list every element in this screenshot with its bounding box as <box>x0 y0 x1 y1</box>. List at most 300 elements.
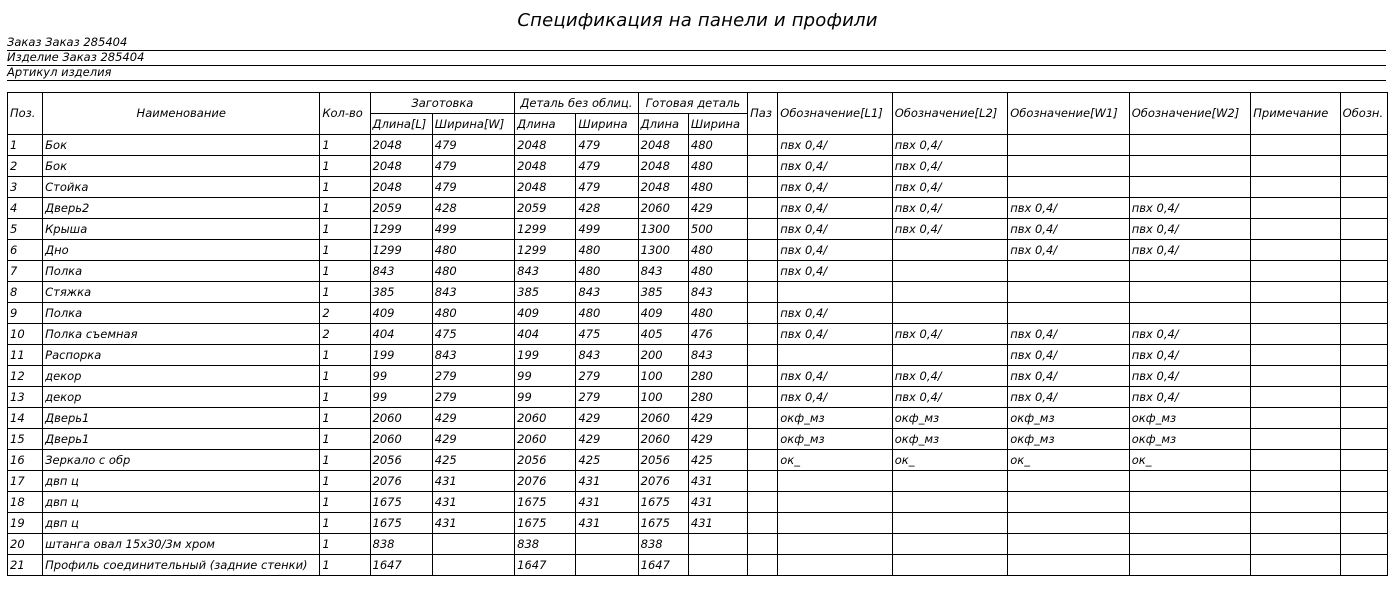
cell-edge-l2: ок_ <box>892 450 1007 471</box>
cell-qty: 1 <box>320 492 370 513</box>
cell-pos: 8 <box>8 282 43 303</box>
cell-edge-w2 <box>1129 555 1251 576</box>
cell-finished-width: 280 <box>688 366 747 387</box>
header-w2: Обозначение[W2] <box>1129 93 1251 135</box>
cell-detail-width: 431 <box>576 471 638 492</box>
cell-qty: 1 <box>320 429 370 450</box>
cell-blank-length: 1647 <box>370 555 432 576</box>
cell-name: декор <box>43 387 320 408</box>
cell-note <box>1251 366 1340 387</box>
header-detail-group: Деталь без облиц. <box>515 93 639 114</box>
cell-qty: 1 <box>320 345 370 366</box>
cell-note <box>1251 555 1340 576</box>
cell-detail-length: 1675 <box>515 513 576 534</box>
cell-finished-length: 1675 <box>638 492 688 513</box>
cell-finished-width: 431 <box>688 471 747 492</box>
cell-detail-width: 428 <box>576 198 638 219</box>
cell-groove <box>748 219 778 240</box>
cell-blank-length: 1299 <box>370 240 432 261</box>
document-title: Спецификация на панели и профили <box>517 10 878 31</box>
table-row <box>8 387 1388 408</box>
cell-edge-l1 <box>778 471 892 492</box>
cell-edge-l2 <box>892 303 1007 324</box>
cell-finished-length: 2060 <box>638 429 688 450</box>
cell-blank-length: 385 <box>370 282 432 303</box>
table-row <box>8 240 1388 261</box>
cell-finished-length: 1300 <box>638 240 688 261</box>
cell-pos: 18 <box>8 492 43 513</box>
cell-edge-l1 <box>778 534 892 555</box>
header-note: Примечание <box>1251 93 1340 135</box>
cell-name: Дно <box>43 240 320 261</box>
cell-pos: 6 <box>8 240 43 261</box>
cell-finished-length: 2076 <box>638 471 688 492</box>
cell-edge-w2 <box>1129 492 1251 513</box>
cell-detail-width <box>576 534 638 555</box>
cell-finished-width: 429 <box>688 408 747 429</box>
cell-detail-length: 2048 <box>515 156 576 177</box>
cell-groove <box>748 450 778 471</box>
cell-edge-w1: пвх 0,4/ <box>1008 345 1130 366</box>
product-line: Изделие Заказ 285404 <box>7 51 1386 66</box>
cell-pos: 16 <box>8 450 43 471</box>
cell-detail-length: 99 <box>515 366 576 387</box>
cell-detail-width: 429 <box>576 429 638 450</box>
cell-qty: 1 <box>320 387 370 408</box>
cell-blank-width: 431 <box>432 471 514 492</box>
cell-edge-l1 <box>778 282 892 303</box>
cell-pos: 3 <box>8 177 43 198</box>
cell-groove <box>748 366 778 387</box>
cell-edge-l1: пвх 0,4/ <box>778 240 892 261</box>
cell-qty: 1 <box>320 219 370 240</box>
cell-edge-w1: пвх 0,4/ <box>1008 387 1130 408</box>
cell-finished-width: 500 <box>688 219 747 240</box>
header-w1: Обозначение[W1] <box>1008 93 1130 135</box>
cell-detail-width: 480 <box>576 261 638 282</box>
cell-finished-width: 480 <box>688 261 747 282</box>
cell-edge-w1 <box>1008 177 1130 198</box>
cell-edge-w2 <box>1129 261 1251 282</box>
cell-edge-l2: пвх 0,4/ <box>892 135 1007 156</box>
cell-edge-w1 <box>1008 471 1130 492</box>
cell-edge-l2 <box>892 534 1007 555</box>
cell-edge-l2 <box>892 261 1007 282</box>
cell-detail-length: 404 <box>515 324 576 345</box>
cell-detail-width: 499 <box>576 219 638 240</box>
cell-blank-width: 429 <box>432 429 514 450</box>
cell-name: Стойка <box>43 177 320 198</box>
cell-blank-length: 838 <box>370 534 432 555</box>
table-row <box>8 198 1388 219</box>
cell-edge-l2: пвх 0,4/ <box>892 177 1007 198</box>
spec-table-body <box>8 135 1388 576</box>
cell-groove <box>748 513 778 534</box>
header-blank-group: Заготовка <box>370 93 515 114</box>
cell-finished-width: 480 <box>688 177 747 198</box>
cell-note <box>1251 156 1340 177</box>
cell-edge-l2 <box>892 492 1007 513</box>
cell-edge-w1: пвх 0,4/ <box>1008 240 1130 261</box>
cell-detail-length: 1647 <box>515 555 576 576</box>
header-finished-length: Длина <box>638 114 688 135</box>
cell-finished-width: 429 <box>688 198 747 219</box>
cell-qty: 2 <box>320 324 370 345</box>
cell-oboz <box>1340 282 1387 303</box>
table-row <box>8 135 1388 156</box>
cell-detail-length: 1299 <box>515 219 576 240</box>
header-groove: Паз <box>748 93 778 135</box>
cell-edge-l2 <box>892 555 1007 576</box>
cell-note <box>1251 324 1340 345</box>
table-row <box>8 219 1388 240</box>
cell-edge-l1 <box>778 345 892 366</box>
cell-edge-l1: пвх 0,4/ <box>778 324 892 345</box>
cell-pos: 2 <box>8 156 43 177</box>
cell-edge-w2 <box>1129 135 1251 156</box>
cell-edge-l1 <box>778 555 892 576</box>
cell-edge-w2: пвх 0,4/ <box>1129 240 1251 261</box>
cell-name: Зеркало с обр <box>43 450 320 471</box>
cell-detail-length: 2060 <box>515 408 576 429</box>
cell-finished-length: 2060 <box>638 198 688 219</box>
cell-blank-width: 480 <box>432 240 514 261</box>
order-line: Заказ Заказ 285404 <box>7 36 1386 51</box>
article-line: Артикул изделия <box>7 66 1386 81</box>
table-row <box>8 345 1388 366</box>
cell-note <box>1251 219 1340 240</box>
cell-finished-length: 2056 <box>638 450 688 471</box>
cell-edge-l2: окф_мз <box>892 408 1007 429</box>
cell-edge-w2 <box>1129 471 1251 492</box>
cell-oboz <box>1340 366 1387 387</box>
cell-detail-width: 480 <box>576 303 638 324</box>
cell-groove <box>748 408 778 429</box>
cell-detail-width: 843 <box>576 345 638 366</box>
cell-finished-length: 200 <box>638 345 688 366</box>
cell-oboz <box>1340 408 1387 429</box>
header-detail-length: Длина <box>515 114 576 135</box>
cell-note <box>1251 408 1340 429</box>
table-row <box>8 156 1388 177</box>
cell-edge-w1: пвх 0,4/ <box>1008 219 1130 240</box>
cell-detail-width: 431 <box>576 492 638 513</box>
cell-edge-w2 <box>1129 177 1251 198</box>
cell-edge-l1: пвх 0,4/ <box>778 366 892 387</box>
table-row <box>8 177 1388 198</box>
cell-name: двп ц <box>43 492 320 513</box>
cell-note <box>1251 429 1340 450</box>
cell-note <box>1251 261 1340 282</box>
header-blank-length: Длина[L] <box>370 114 432 135</box>
table-row <box>8 513 1388 534</box>
cell-edge-w1 <box>1008 135 1130 156</box>
cell-name: Полка съемная <box>43 324 320 345</box>
cell-finished-length: 385 <box>638 282 688 303</box>
cell-edge-w2: окф_мз <box>1129 408 1251 429</box>
cell-blank-width: 479 <box>432 156 514 177</box>
cell-qty: 1 <box>320 156 370 177</box>
cell-edge-l1: пвх 0,4/ <box>778 177 892 198</box>
cell-blank-width: 479 <box>432 135 514 156</box>
cell-pos: 11 <box>8 345 43 366</box>
cell-groove <box>748 261 778 282</box>
cell-edge-l2 <box>892 513 1007 534</box>
cell-edge-l2 <box>892 345 1007 366</box>
cell-note <box>1251 492 1340 513</box>
cell-edge-l2: пвх 0,4/ <box>892 366 1007 387</box>
cell-oboz <box>1340 198 1387 219</box>
cell-pos: 21 <box>8 555 43 576</box>
cell-blank-length: 409 <box>370 303 432 324</box>
cell-edge-w1 <box>1008 156 1130 177</box>
header-detail-width: Ширина <box>576 114 638 135</box>
cell-edge-l1: пвх 0,4/ <box>778 198 892 219</box>
cell-finished-width: 476 <box>688 324 747 345</box>
cell-blank-width: 475 <box>432 324 514 345</box>
cell-blank-width <box>432 534 514 555</box>
cell-blank-width: 279 <box>432 366 514 387</box>
cell-edge-w1: пвх 0,4/ <box>1008 198 1130 219</box>
cell-pos: 13 <box>8 387 43 408</box>
cell-groove <box>748 240 778 261</box>
cell-finished-width: 425 <box>688 450 747 471</box>
table-row <box>8 303 1388 324</box>
cell-groove <box>748 387 778 408</box>
cell-finished-width: 431 <box>688 513 747 534</box>
cell-edge-w1: пвх 0,4/ <box>1008 366 1130 387</box>
cell-edge-w1: ок_ <box>1008 450 1130 471</box>
cell-detail-length: 199 <box>515 345 576 366</box>
cell-pos: 5 <box>8 219 43 240</box>
cell-edge-l2 <box>892 471 1007 492</box>
cell-oboz <box>1340 555 1387 576</box>
cell-detail-length: 1675 <box>515 492 576 513</box>
cell-pos: 19 <box>8 513 43 534</box>
header-finished-group: Готовая деталь <box>638 93 747 114</box>
cell-edge-w1 <box>1008 513 1130 534</box>
cell-finished-width: 429 <box>688 429 747 450</box>
cell-name: двп ц <box>43 513 320 534</box>
cell-groove <box>748 177 778 198</box>
cell-groove <box>748 345 778 366</box>
cell-blank-length: 2059 <box>370 198 432 219</box>
cell-finished-length: 100 <box>638 387 688 408</box>
header-qty: Кол-во <box>320 93 370 135</box>
cell-finished-width: 843 <box>688 282 747 303</box>
cell-finished-length: 405 <box>638 324 688 345</box>
cell-edge-l1 <box>778 492 892 513</box>
cell-edge-l2: пвх 0,4/ <box>892 387 1007 408</box>
table-row <box>8 408 1388 429</box>
cell-finished-length: 1300 <box>638 219 688 240</box>
cell-blank-width: 480 <box>432 303 514 324</box>
cell-detail-length: 2060 <box>515 429 576 450</box>
cell-blank-length: 2060 <box>370 408 432 429</box>
cell-groove <box>748 429 778 450</box>
cell-blank-width: 431 <box>432 513 514 534</box>
cell-edge-w2: пвх 0,4/ <box>1129 219 1251 240</box>
cell-edge-l1 <box>778 513 892 534</box>
cell-edge-w2: пвх 0,4/ <box>1129 345 1251 366</box>
cell-blank-width: 499 <box>432 219 514 240</box>
cell-edge-w2: ок_ <box>1129 450 1251 471</box>
cell-edge-w2: пвх 0,4/ <box>1129 324 1251 345</box>
cell-detail-length: 2048 <box>515 135 576 156</box>
cell-groove <box>748 135 778 156</box>
cell-name: Крыша <box>43 219 320 240</box>
cell-edge-w1 <box>1008 261 1130 282</box>
cell-edge-w1 <box>1008 282 1130 303</box>
cell-finished-length: 409 <box>638 303 688 324</box>
cell-detail-width: 429 <box>576 408 638 429</box>
cell-finished-length: 838 <box>638 534 688 555</box>
cell-detail-length: 409 <box>515 303 576 324</box>
cell-oboz <box>1340 324 1387 345</box>
cell-blank-width: 428 <box>432 198 514 219</box>
header-l2: Обозначение[L2] <box>892 93 1007 135</box>
cell-edge-w2 <box>1129 303 1251 324</box>
cell-finished-length: 2060 <box>638 408 688 429</box>
cell-detail-width: 479 <box>576 135 638 156</box>
cell-oboz <box>1340 429 1387 450</box>
cell-groove <box>748 198 778 219</box>
cell-groove <box>748 555 778 576</box>
cell-note <box>1251 282 1340 303</box>
cell-blank-length: 1675 <box>370 513 432 534</box>
cell-blank-length: 2048 <box>370 177 432 198</box>
cell-edge-w1 <box>1008 555 1130 576</box>
cell-blank-length: 199 <box>370 345 432 366</box>
cell-finished-length: 1675 <box>638 513 688 534</box>
header-name: Наименование <box>43 93 320 135</box>
cell-groove <box>748 303 778 324</box>
table-row <box>8 366 1388 387</box>
cell-detail-width: 479 <box>576 156 638 177</box>
cell-edge-w1 <box>1008 534 1130 555</box>
cell-blank-length: 404 <box>370 324 432 345</box>
cell-name: Дверь2 <box>43 198 320 219</box>
cell-edge-w1 <box>1008 492 1130 513</box>
cell-note <box>1251 177 1340 198</box>
cell-name: штанга овал 15х30/3м хром <box>43 534 320 555</box>
cell-edge-w2 <box>1129 282 1251 303</box>
cell-name: Стяжка <box>43 282 320 303</box>
cell-qty: 1 <box>320 471 370 492</box>
cell-blank-length: 99 <box>370 366 432 387</box>
cell-qty: 1 <box>320 198 370 219</box>
cell-finished-width: 843 <box>688 345 747 366</box>
cell-blank-length: 1675 <box>370 492 432 513</box>
cell-edge-w2 <box>1129 513 1251 534</box>
cell-edge-l2 <box>892 282 1007 303</box>
cell-blank-length: 2048 <box>370 156 432 177</box>
cell-finished-width <box>688 534 747 555</box>
cell-detail-length: 838 <box>515 534 576 555</box>
cell-edge-w1: окф_мз <box>1008 429 1130 450</box>
cell-groove <box>748 471 778 492</box>
cell-finished-length: 2048 <box>638 156 688 177</box>
cell-detail-length: 2059 <box>515 198 576 219</box>
header-blank-width: Ширина[W] <box>432 114 514 135</box>
cell-edge-l1: ок_ <box>778 450 892 471</box>
cell-qty: 1 <box>320 408 370 429</box>
cell-name: Полка <box>43 303 320 324</box>
cell-note <box>1251 471 1340 492</box>
cell-edge-w2: окф_мз <box>1129 429 1251 450</box>
cell-name: Профиль соединительный (задние стенки) <box>43 555 320 576</box>
cell-edge-l1: окф_мз <box>778 429 892 450</box>
cell-oboz <box>1340 303 1387 324</box>
cell-pos: 10 <box>8 324 43 345</box>
cell-detail-length: 843 <box>515 261 576 282</box>
table-row <box>8 555 1388 576</box>
cell-qty: 1 <box>320 261 370 282</box>
cell-edge-l2: пвх 0,4/ <box>892 219 1007 240</box>
cell-pos: 9 <box>8 303 43 324</box>
cell-finished-width: 480 <box>688 240 747 261</box>
cell-oboz <box>1340 135 1387 156</box>
cell-edge-l2: окф_мз <box>892 429 1007 450</box>
cell-detail-width: 475 <box>576 324 638 345</box>
cell-name: Полка <box>43 261 320 282</box>
cell-blank-width: 431 <box>432 492 514 513</box>
cell-finished-length: 2048 <box>638 177 688 198</box>
spec-table <box>7 92 1388 576</box>
cell-name: Бок <box>43 156 320 177</box>
table-row <box>8 429 1388 450</box>
cell-qty: 1 <box>320 513 370 534</box>
cell-edge-w2: пвх 0,4/ <box>1129 366 1251 387</box>
header-pos: Поз. <box>8 93 43 135</box>
cell-blank-width: 429 <box>432 408 514 429</box>
cell-finished-width: 480 <box>688 156 747 177</box>
cell-qty: 1 <box>320 177 370 198</box>
cell-finished-length: 843 <box>638 261 688 282</box>
table-row <box>8 471 1388 492</box>
cell-qty: 1 <box>320 534 370 555</box>
cell-blank-length: 1299 <box>370 219 432 240</box>
header-row-1 <box>8 93 1388 114</box>
cell-finished-width <box>688 555 747 576</box>
cell-pos: 12 <box>8 366 43 387</box>
cell-edge-w2: пвх 0,4/ <box>1129 198 1251 219</box>
cell-oboz <box>1340 240 1387 261</box>
cell-detail-length: 99 <box>515 387 576 408</box>
cell-pos: 15 <box>8 429 43 450</box>
cell-edge-l2: пвх 0,4/ <box>892 198 1007 219</box>
cell-note <box>1251 240 1340 261</box>
cell-pos: 20 <box>8 534 43 555</box>
cell-qty: 1 <box>320 282 370 303</box>
cell-groove <box>748 492 778 513</box>
cell-groove <box>748 534 778 555</box>
cell-finished-width: 280 <box>688 387 747 408</box>
cell-note <box>1251 198 1340 219</box>
cell-edge-l1: пвх 0,4/ <box>778 261 892 282</box>
cell-note <box>1251 534 1340 555</box>
cell-oboz <box>1340 492 1387 513</box>
cell-oboz <box>1340 387 1387 408</box>
cell-groove <box>748 156 778 177</box>
cell-note <box>1251 135 1340 156</box>
table-row <box>8 282 1388 303</box>
cell-detail-length: 2048 <box>515 177 576 198</box>
cell-detail-width <box>576 555 638 576</box>
cell-blank-width <box>432 555 514 576</box>
cell-edge-w1: пвх 0,4/ <box>1008 324 1130 345</box>
cell-detail-width: 279 <box>576 387 638 408</box>
